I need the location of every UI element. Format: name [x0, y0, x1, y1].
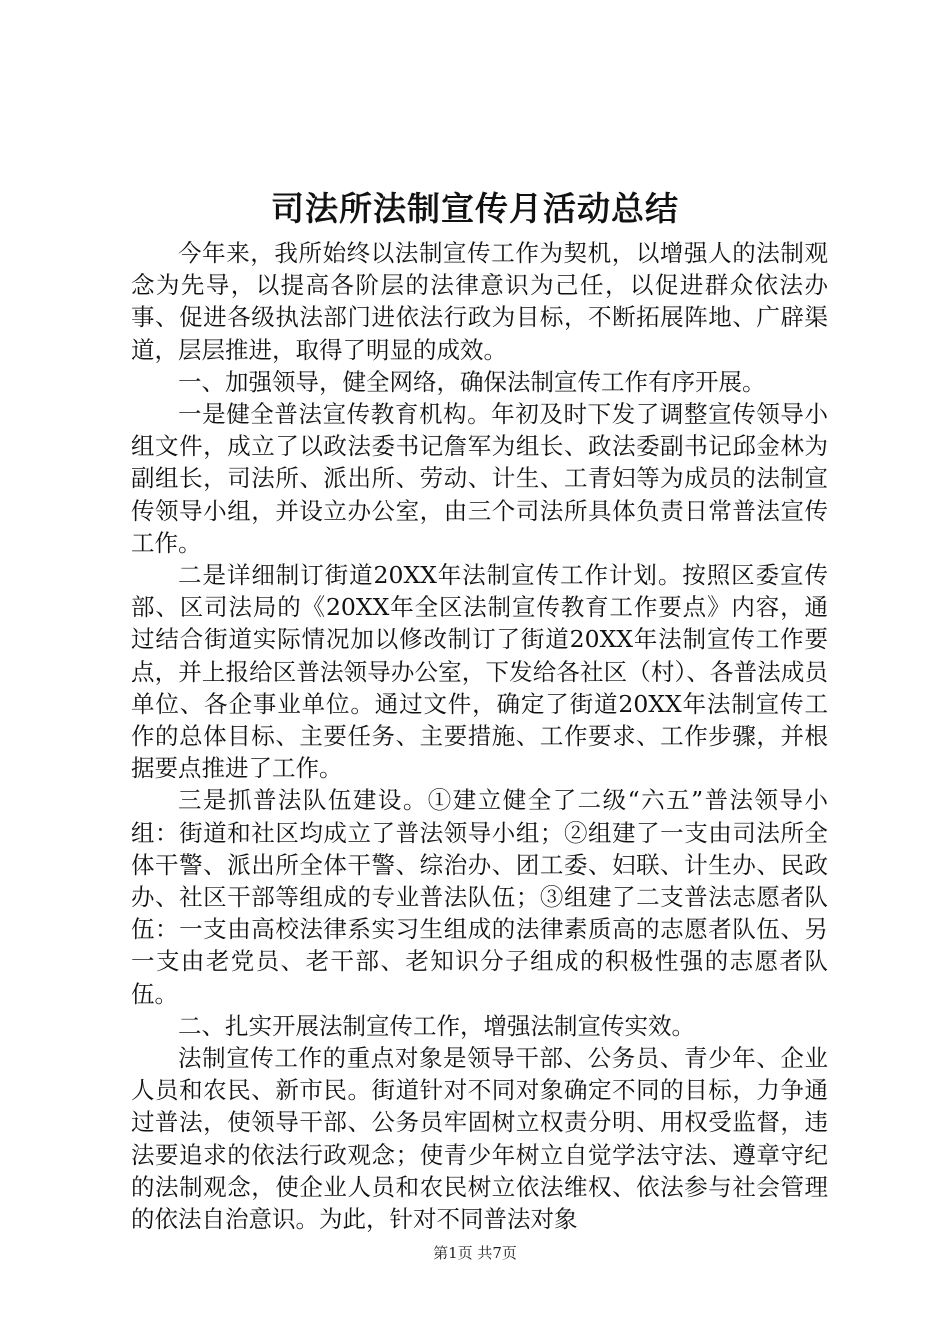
paragraph-targets: 法制宣传工作的重点对象是领导干部、公务员、青少年、企业人员和农民、新市民。街道针对不同对象确定不同的目标，力争通过普法，使领导干部、公务员牢固树立权责分明、用权受监督，违法要追求的依法行政观念；使青少年树立自觉学法守法、遵章守纪的法制观念，使企业人员和农民树立依法维权、依法参与社会管理的依法自治意识。为此，针对不同普法对象 — [131, 1044, 828, 1234]
document-body — [131, 237, 828, 1235]
document-title: 司法所法制宣传月活动总结 — [271, 189, 679, 228]
paragraph-plan: 二是详细制订街道20XX年法制宣传工作计划。按照区委宣传部、区司法局的《20XX年全区法制宣传教育工作要点》内容，通过结合街道实际情况加以修改制订了街道20XX年法制宣传工作要点，并上报给区普法领导办公室，下发给各社区（村）、各普法成员单位、各企事业单位。通过文件，确定了街道20XX年法制宣传工作的总体目标、主要任务、主要措施、工作要求、工作步骤，并根据要点推进了工作。 — [131, 561, 828, 783]
section-heading-1: 一、加强领导，健全网络，确保法制宣传工作有序开展。 — [178, 367, 766, 396]
page-footer: 第1页 共7页 — [433, 1244, 517, 1262]
paragraph-team: 三是抓普法队伍建设。①建立健全了二级“六五”普法领导小组：街道和社区均成立了普法领导小组；②组建了一支由司法所全体干警、派出所全体干警、综治办、团工委、妇联、计生办、民政办、社区干部等组成的专业普法队伍；③组建了二支普法志愿者队伍：一支由高校法律系实习生组成的法律素质高的志愿者队伍、另一支由老党员、老干部、老知识分子组成的积极性强的志愿者队伍。 — [131, 786, 828, 1008]
paragraph-intro: 今年来，我所始终以法制宣传工作为契机，以增强人的法制观念为先导，以提高各阶层的法律意识为己任，以促进群众依法办事、促进各级执法部门进依法行政为目标，不断拓展阵地、广辟渠道，层层推进，取得了明显的成效。 — [131, 239, 828, 364]
section-heading-2: 二、扎实开展法制宣传工作，增强法制宣传实效。 — [178, 1011, 695, 1040]
paragraph-organization: 一是健全普法宣传教育机构。年初及时下发了调整宣传领导小组文件，成立了以政法委书记詹军为组长、政法委副书记邱金林为副组长，司法所、派出所、劳动、计生、工青妇等为成员的法制宣传领导小组，并设立办公室，由三个司法所具体负责日常普法宣传工作。 — [131, 400, 828, 557]
